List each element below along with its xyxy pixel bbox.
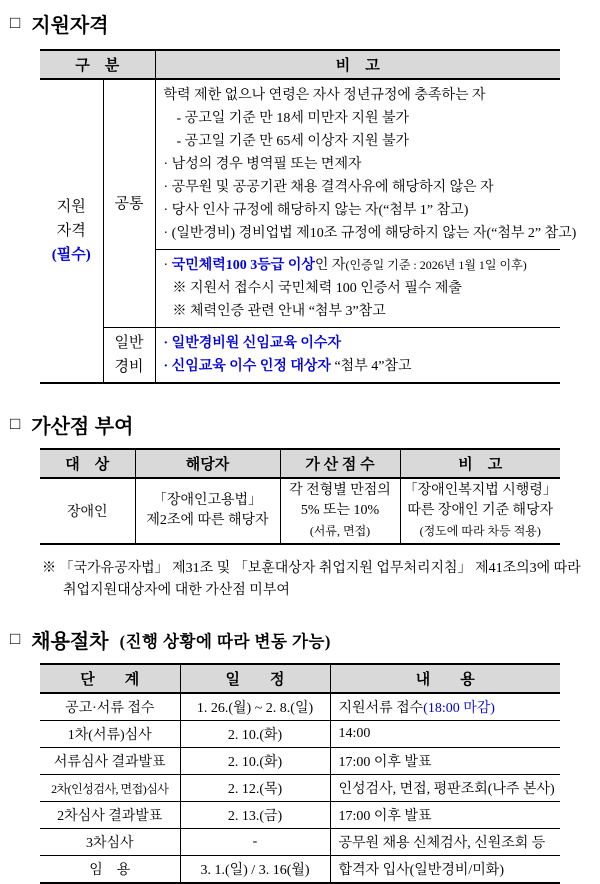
header-category: 구 분 xyxy=(40,50,155,79)
schedule-cell: - xyxy=(180,829,330,856)
content-cell: 공무원 채용 신체검사, 신원조회 등 xyxy=(330,829,560,856)
eligible-line: 제2조에 따른 해당자 xyxy=(146,513,269,528)
schedule-cell: 2. 10.(화) xyxy=(180,721,330,748)
requirement-line: ※ 지원서 접수시 국민체력 100 인증서 필수 제출 xyxy=(172,281,462,296)
section-title-text: 가산점 부여 xyxy=(31,416,134,438)
process-row xyxy=(40,829,560,856)
section-title-text: 지원자격 xyxy=(31,15,109,37)
schedule-cell: 3. 1.(일) / 3. 16(월) xyxy=(180,856,330,884)
top-spacer xyxy=(0,0,600,9)
stage-cell: 2차심사 결과발표 xyxy=(40,802,180,829)
header-points: 가 산 점 수 xyxy=(280,449,400,478)
group-label-line: 일반 xyxy=(114,335,144,351)
bonus-header-row xyxy=(40,449,560,478)
requirement-line: · 남성의 경우 병역필 또는 면제자 xyxy=(163,157,362,172)
attachment-ref: “첨부 4”참고 xyxy=(330,359,412,374)
rowhead-line: 지원 xyxy=(56,199,86,215)
header-stage: 단 계 xyxy=(40,664,180,693)
stage-cell: 1차(서류)심사 xyxy=(40,721,180,748)
bonus-footnote xyxy=(42,558,600,602)
content-cell: 14:00 xyxy=(330,721,560,748)
process-row xyxy=(40,693,560,721)
stage-cell: 2차(인성검사, 면접)심사 xyxy=(40,775,180,802)
rowhead-required: (필수) xyxy=(51,247,91,263)
qualification-table xyxy=(40,49,577,384)
remark-line: 「장애인복지법 시행령」 xyxy=(403,483,557,498)
eligible-line: 「장애인고용법」 xyxy=(152,493,263,508)
eligible-cell xyxy=(135,478,280,544)
qualification-table-wrap xyxy=(0,49,600,384)
process-row xyxy=(40,856,560,884)
section-title-process xyxy=(10,625,600,654)
stage-cell: 서류심사 결과발표 xyxy=(40,748,180,775)
content-text: 지원서류 접수 xyxy=(338,701,424,716)
process-row xyxy=(40,748,560,775)
qualification-row-common-1 xyxy=(40,79,560,250)
rowhead-line: 자격 xyxy=(56,223,86,239)
requirement-line xyxy=(164,355,555,378)
header-schedule: 일 정 xyxy=(180,664,330,693)
points-line-small: (서류, 면접) xyxy=(309,524,371,538)
qualification-header-row xyxy=(40,50,560,79)
rowhead-qualification xyxy=(40,79,103,383)
footnote-line: 취업지원대상자에 대한 가산점 미부여 xyxy=(63,583,290,598)
requirement-line: ※ 체력인증 관련 안내 “첨부 3”참고 xyxy=(172,304,386,319)
section-title-bonus-points xyxy=(10,410,600,439)
schedule-cell: 2. 13.(금) xyxy=(180,802,330,829)
bullet: · xyxy=(163,258,172,273)
section-title-qualifications xyxy=(10,9,600,38)
square-bullet-icon: □ xyxy=(10,12,21,32)
stage-cell: 임 용 xyxy=(40,856,180,884)
requirement-line: - 공고일 기준 만 18세 미만자 지원 불가 xyxy=(176,111,410,126)
process-header-row xyxy=(40,664,560,693)
header-content: 내 용 xyxy=(330,664,560,693)
requirement-line: · 일반경비원 신임교육 이수자 xyxy=(163,336,341,351)
fitness-grade-highlight: 국민체력100 3등급 이상 xyxy=(171,258,315,273)
points-line: 각 전형별 만점의 xyxy=(289,483,391,498)
fitness-text: 인 자 xyxy=(314,258,346,273)
requirement-line: - 공고일 기준 만 65세 이상자 지원 불가 xyxy=(176,134,410,149)
content-cell xyxy=(330,693,560,721)
schedule-cell: 1. 26.(월) ~ 2. 8.(일) xyxy=(180,693,330,721)
process-row xyxy=(40,802,560,829)
schedule-cell: 2. 10.(화) xyxy=(180,748,330,775)
process-row xyxy=(40,775,560,802)
fitness-requirements-cell xyxy=(155,250,560,328)
square-bullet-icon: □ xyxy=(10,413,21,433)
header-note: 비 고 xyxy=(155,50,560,79)
requirement-line: · (일반경비) 경비업법 제10조 규정에 해당하지 않는 자(“첨부 2” 참고) xyxy=(163,226,577,241)
schedule-cell: 2. 12.(목) xyxy=(180,775,330,802)
content-cell: 인성검사, 면접, 평판조회(나주 본사) xyxy=(330,775,560,802)
requirement-line: 학력 제한 없으나 연령은 자사 정년규정에 충족하는 자 xyxy=(163,88,486,103)
requirement-line xyxy=(164,254,555,277)
requirement-line: · 공무원 및 공공기관 채용 결격사유에 해당하지 않은 자 xyxy=(163,180,494,195)
process-row xyxy=(40,721,560,748)
section-title-text: 채용절차 xyxy=(31,631,109,653)
general-guard-requirements-cell xyxy=(155,328,560,384)
stage-cell: 3차심사 xyxy=(40,829,180,856)
requirement-line: · 당사 인사 규정에 해당하지 않는 자(“첨부 1” 참고) xyxy=(163,203,469,218)
content-cell: 17:00 이후 발표 xyxy=(330,802,560,829)
points-cell xyxy=(280,478,400,544)
remark-line: 따른 장애인 기준 해당자 xyxy=(407,503,554,518)
qualification-row-general-guard xyxy=(40,328,560,384)
common-requirements-cell xyxy=(155,79,577,250)
group-label-line: 경비 xyxy=(114,359,144,375)
deadline-highlight: (18:00 마감) xyxy=(423,701,495,716)
bonus-points-table xyxy=(40,448,560,545)
remark-cell xyxy=(400,478,560,544)
section-subtitle: (진행 상황에 따라 변동 가능) xyxy=(119,631,331,651)
bonus-data-row xyxy=(40,478,560,544)
content-cell: 합격자 입사(일반경비/미화) xyxy=(330,856,560,884)
stage-cell: 공고·서류 접수 xyxy=(40,693,180,721)
header-eligible: 해당자 xyxy=(135,449,280,478)
fitness-date-note: (인증일 기준 : 2026년 1월 1일 이후) xyxy=(345,258,527,272)
footnote-line: ※ 「국가유공자법」 제31조 및 「보훈대상자 취업지원 업무처리지침」 제41조의3에 따라 xyxy=(42,561,581,576)
square-bullet-icon: □ xyxy=(10,628,21,648)
target-cell: 장애인 xyxy=(40,478,135,544)
education-highlight: · 신임교육 이수 인정 대상자 xyxy=(163,359,331,374)
points-line: 5% 또는 10% xyxy=(300,503,380,518)
header-remark: 비 고 xyxy=(400,449,560,478)
group-label-general-guard xyxy=(103,328,155,384)
header-target: 대 상 xyxy=(40,449,135,478)
content-cell: 17:00 이후 발표 xyxy=(330,748,560,775)
remark-line-small: (정도에 따라 차등 적용) xyxy=(419,524,541,538)
group-label-common: 공통 xyxy=(103,79,155,328)
